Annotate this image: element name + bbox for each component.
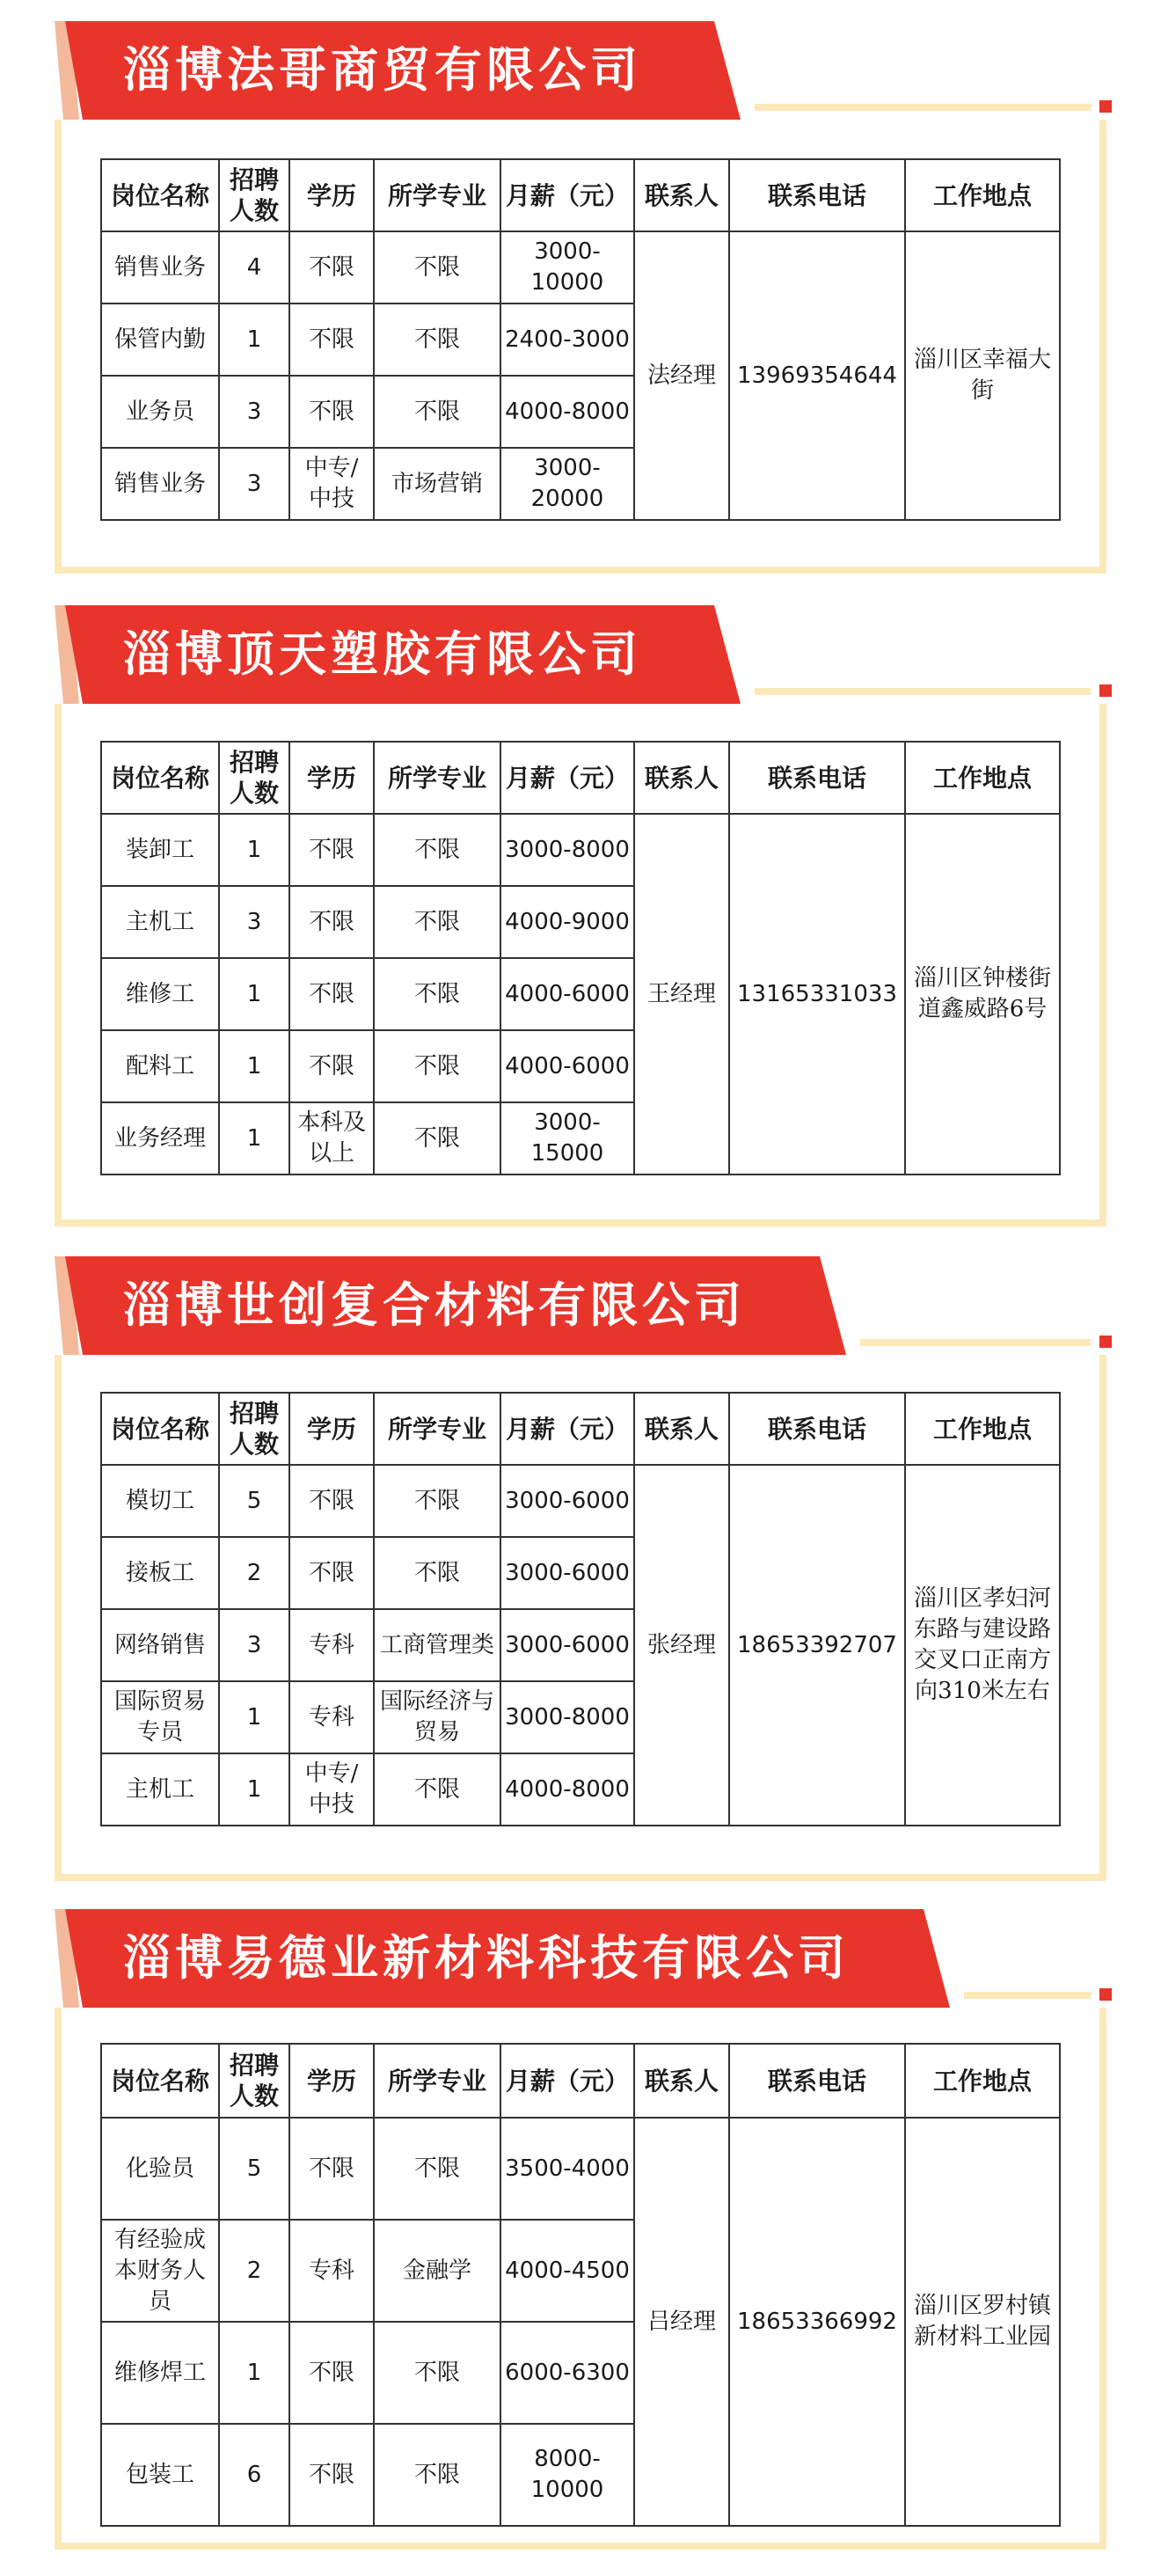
education-cell: 不限 — [289, 958, 374, 1030]
header-salary: 月薪（元） — [500, 159, 634, 231]
position-cell: 国际贸易专员 — [101, 1681, 219, 1753]
count-cell: 1 — [219, 304, 289, 376]
salary-cell: 3000-8000 — [500, 1681, 634, 1753]
count-cell: 2 — [219, 1537, 289, 1609]
major-cell: 不限 — [374, 1030, 500, 1102]
header-phone: 联系电话 — [729, 1393, 905, 1465]
education-cell: 中专/中技 — [289, 1753, 374, 1826]
count-cell: 1 — [219, 1753, 289, 1826]
table-row — [101, 814, 1060, 886]
position-cell: 保管内勤 — [101, 304, 219, 376]
frame-top-line — [755, 688, 1091, 695]
major-cell: 不限 — [374, 958, 500, 1030]
education-cell: 中专/中技 — [289, 448, 374, 520]
major-cell: 不限 — [374, 376, 500, 448]
count-cell: 1 — [219, 814, 289, 886]
position-cell: 业务经理 — [101, 1102, 219, 1175]
header-education: 学历 — [289, 159, 374, 231]
red-corner-dot — [1099, 100, 1112, 113]
salary-cell: 3000-6000 — [500, 1609, 634, 1681]
count-cell: 4 — [219, 231, 289, 304]
position-cell: 装卸工 — [101, 814, 219, 886]
company-name: 淄博顶天塑胶有限公司 — [123, 626, 642, 682]
education-cell: 不限 — [289, 1030, 374, 1102]
red-corner-dot — [1099, 684, 1112, 697]
phone-cell: 13969354644 — [729, 231, 905, 520]
position-cell: 包装工 — [101, 2424, 219, 2526]
major-cell: 工商管理类 — [374, 1609, 500, 1681]
salary-cell: 3000-10000 — [500, 231, 634, 304]
position-cell: 维修工 — [101, 958, 219, 1030]
header-major: 所学专业 — [374, 742, 500, 814]
education-cell: 不限 — [289, 2424, 374, 2526]
contact-cell: 法经理 — [634, 231, 729, 520]
education-cell: 不限 — [289, 1537, 374, 1609]
education-cell: 不限 — [289, 231, 374, 304]
salary-cell: 4000-6000 — [500, 958, 634, 1030]
education-cell: 不限 — [289, 886, 374, 958]
major-cell: 不限 — [374, 1537, 500, 1609]
frame-top-line — [964, 1992, 1091, 1999]
position-cell: 业务员 — [101, 376, 219, 448]
header-address: 工作地点 — [905, 742, 1060, 814]
jobs-table — [100, 741, 1061, 1175]
header-contact: 联系人 — [634, 742, 729, 814]
header-position: 岗位名称 — [101, 742, 219, 814]
jobs-table — [100, 1392, 1061, 1826]
header-address: 工作地点 — [905, 2044, 1060, 2118]
frame-top-line — [755, 104, 1091, 111]
jobs-table — [100, 158, 1061, 521]
major-cell: 不限 — [374, 1465, 500, 1537]
header-count: 招聘人数 — [219, 2044, 289, 2118]
count-cell: 3 — [219, 886, 289, 958]
count-cell: 2 — [219, 2220, 289, 2322]
company-title-bar — [55, 21, 741, 120]
phone-cell: 18653366992 — [729, 2118, 905, 2526]
header-education: 学历 — [289, 742, 374, 814]
major-cell: 不限 — [374, 231, 500, 304]
major-cell: 不限 — [374, 886, 500, 958]
position-cell: 销售业务 — [101, 448, 219, 520]
red-corner-dot — [1099, 1336, 1112, 1348]
position-cell: 销售业务 — [101, 231, 219, 304]
header-education: 学历 — [289, 2044, 374, 2118]
count-cell: 1 — [219, 1681, 289, 1753]
count-cell: 3 — [219, 1609, 289, 1681]
header-education: 学历 — [289, 1393, 374, 1465]
count-cell: 1 — [219, 2322, 289, 2424]
education-cell: 不限 — [289, 376, 374, 448]
header-salary: 月薪（元） — [500, 2044, 634, 2118]
company-section — [0, 1256, 1161, 1907]
header-contact: 联系人 — [634, 159, 729, 231]
position-cell: 网络销售 — [101, 1609, 219, 1681]
company-name: 淄博易德业新材料科技有限公司 — [123, 1930, 850, 1986]
count-cell: 5 — [219, 2118, 289, 2220]
major-cell: 金融学 — [374, 2220, 500, 2322]
header-position: 岗位名称 — [101, 1393, 219, 1465]
salary-cell: 3000-15000 — [500, 1102, 634, 1175]
red-corner-dot — [1099, 1988, 1112, 2001]
salary-cell: 3000-6000 — [500, 1537, 634, 1609]
header-major: 所学专业 — [374, 2044, 500, 2118]
company-title-bar — [55, 1909, 950, 2008]
major-cell: 不限 — [374, 1753, 500, 1826]
salary-cell: 6000-6300 — [500, 2322, 634, 2424]
education-cell: 不限 — [289, 304, 374, 376]
contact-cell: 张经理 — [634, 1465, 729, 1826]
position-cell: 维修焊工 — [101, 2322, 219, 2424]
education-cell: 专科 — [289, 2220, 374, 2322]
major-cell: 市场营销 — [374, 448, 500, 520]
header-row — [101, 1393, 1060, 1465]
education-cell: 不限 — [289, 814, 374, 886]
position-cell: 模切工 — [101, 1465, 219, 1537]
company-section — [0, 1909, 1161, 2576]
major-cell: 不限 — [374, 814, 500, 886]
header-major: 所学专业 — [374, 1393, 500, 1465]
header-row — [101, 159, 1060, 231]
salary-cell: 3000-20000 — [500, 448, 634, 520]
table-row — [101, 2118, 1060, 2220]
salary-cell: 2400-3000 — [500, 304, 634, 376]
company-title-bar — [55, 605, 741, 704]
position-cell: 配料工 — [101, 1030, 219, 1102]
position-cell: 化验员 — [101, 2118, 219, 2220]
education-cell: 不限 — [289, 1465, 374, 1537]
header-count: 招聘人数 — [219, 1393, 289, 1465]
education-cell: 本科及以上 — [289, 1102, 374, 1175]
company-name: 淄博法哥商贸有限公司 — [123, 42, 642, 98]
company-section — [0, 605, 1161, 1253]
education-cell: 不限 — [289, 2322, 374, 2424]
count-cell: 3 — [219, 448, 289, 520]
header-major: 所学专业 — [374, 159, 500, 231]
salary-cell: 4000-8000 — [500, 1753, 634, 1826]
count-cell: 3 — [219, 376, 289, 448]
count-cell: 5 — [219, 1465, 289, 1537]
salary-cell: 4000-6000 — [500, 1030, 634, 1102]
company-section — [0, 21, 1161, 600]
major-cell: 国际经济与贸易 — [374, 1681, 500, 1753]
header-row — [101, 742, 1060, 814]
salary-cell: 4000-4500 — [500, 2220, 634, 2322]
header-count: 招聘人数 — [219, 159, 289, 231]
header-position: 岗位名称 — [101, 2044, 219, 2118]
header-phone: 联系电话 — [729, 2044, 905, 2118]
header-salary: 月薪（元） — [500, 742, 634, 814]
education-cell: 专科 — [289, 1609, 374, 1681]
salary-cell: 4000-9000 — [500, 886, 634, 958]
address-cell: 淄川区幸福大街 — [905, 231, 1060, 520]
position-cell: 接板工 — [101, 1537, 219, 1609]
header-phone: 联系电话 — [729, 742, 905, 814]
header-address: 工作地点 — [905, 159, 1060, 231]
salary-cell: 4000-8000 — [500, 376, 634, 448]
salary-cell: 3000-6000 — [500, 1465, 634, 1537]
count-cell: 1 — [219, 1102, 289, 1175]
header-contact: 联系人 — [634, 1393, 729, 1465]
table-row — [101, 1465, 1060, 1537]
major-cell: 不限 — [374, 1102, 500, 1175]
company-title-bar — [55, 1256, 846, 1355]
major-cell: 不限 — [374, 2118, 500, 2220]
header-position: 岗位名称 — [101, 159, 219, 231]
table-row — [101, 231, 1060, 304]
header-contact: 联系人 — [634, 2044, 729, 2118]
company-name: 淄博世创复合材料有限公司 — [123, 1277, 746, 1333]
position-cell: 主机工 — [101, 1753, 219, 1826]
header-row — [101, 2044, 1060, 2118]
major-cell: 不限 — [374, 304, 500, 376]
position-cell: 有经验成本财务人员 — [101, 2220, 219, 2322]
count-cell: 1 — [219, 1030, 289, 1102]
education-cell: 不限 — [289, 2118, 374, 2220]
count-cell: 1 — [219, 958, 289, 1030]
contact-cell: 吕经理 — [634, 2118, 729, 2526]
position-cell: 主机工 — [101, 886, 219, 958]
header-salary: 月薪（元） — [500, 1393, 634, 1465]
address-cell: 淄川区孝妇河东路与建设路交叉口正南方向310米左右 — [905, 1465, 1060, 1826]
header-phone: 联系电话 — [729, 159, 905, 231]
header-address: 工作地点 — [905, 1393, 1060, 1465]
phone-cell: 13165331033 — [729, 814, 905, 1175]
address-cell: 淄川区钟楼街道鑫威路6号 — [905, 814, 1060, 1175]
salary-cell: 3500-4000 — [500, 2118, 634, 2220]
major-cell: 不限 — [374, 2424, 500, 2526]
salary-cell: 8000-10000 — [500, 2424, 634, 2526]
jobs-table — [100, 2043, 1061, 2527]
phone-cell: 18653392707 — [729, 1465, 905, 1826]
education-cell: 专科 — [289, 1681, 374, 1753]
address-cell: 淄川区罗村镇新材料工业园 — [905, 2118, 1060, 2526]
contact-cell: 王经理 — [634, 814, 729, 1175]
header-count: 招聘人数 — [219, 742, 289, 814]
count-cell: 6 — [219, 2424, 289, 2526]
frame-top-line — [860, 1339, 1091, 1346]
salary-cell: 3000-8000 — [500, 814, 634, 886]
major-cell: 不限 — [374, 2322, 500, 2424]
